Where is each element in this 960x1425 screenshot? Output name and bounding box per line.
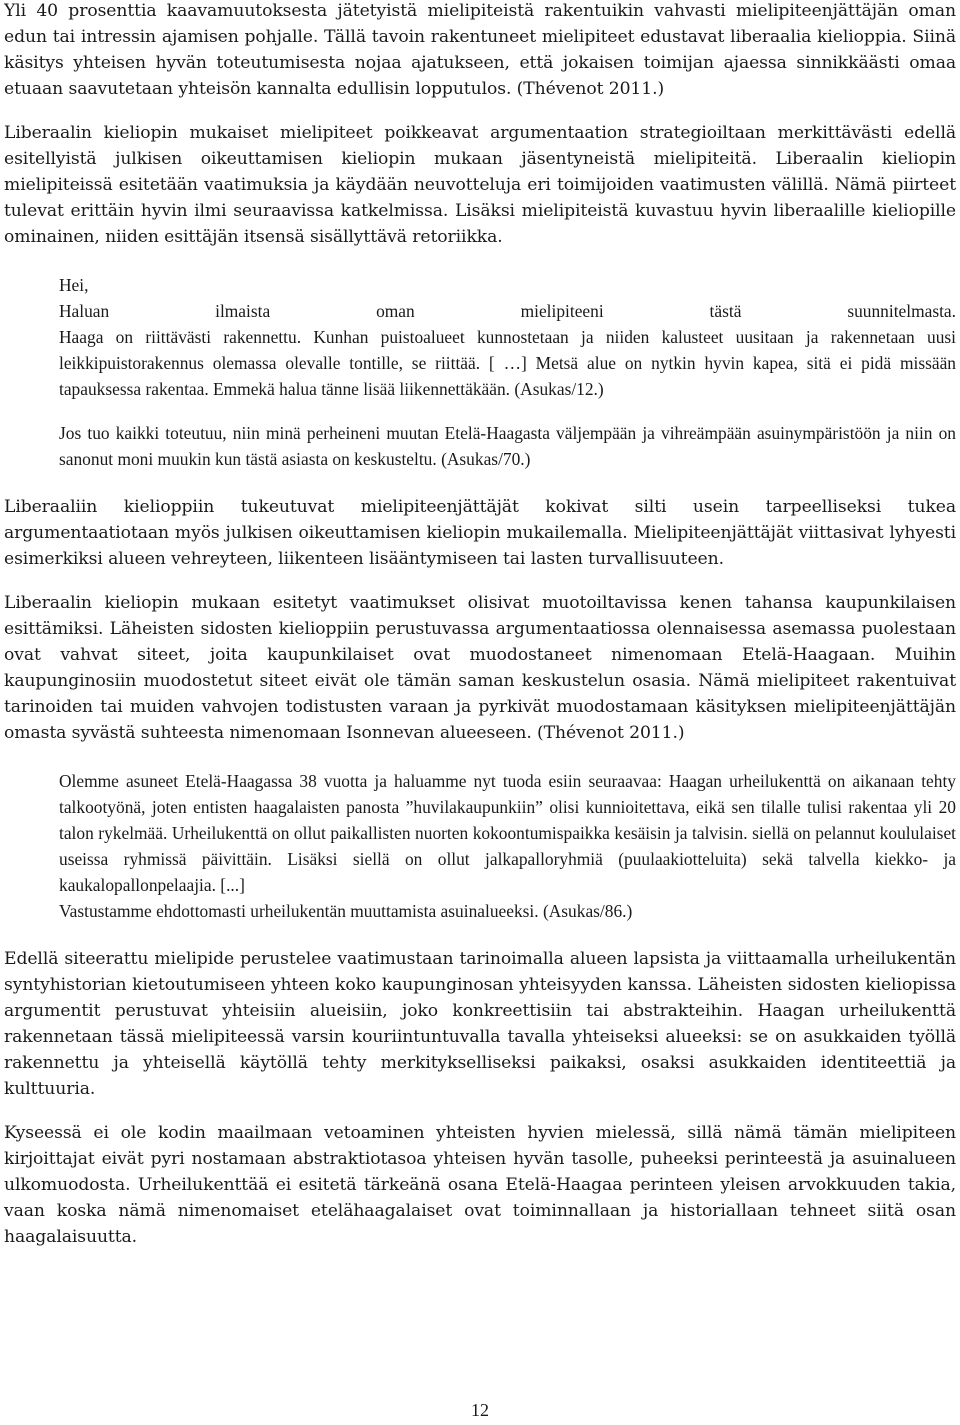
quote-opinion-line: Haluan ilmaista oman mielipiteeni tästä suunnitelmasta. — [59, 301, 956, 321]
paragraph-close-ties-grammar: Liberaalin kieliopin mukaan esitetyt vaatimukset olisivat muotoiltavissa kenen tahansa kaupunkilaisen esittämiksi. Läheisten sidosten kielioppiin perustuvassa argumentaatiossa olennaisessa asemassa puolestaan ovat vahvat siteet, joita kaupunkilaiset ovat muodostaneet nimenomaan Etelä-Haagaan. Muihin kaupunginosiin muodostetut siteet eivät ole tämän saman keskustelun osasia. Nämä mielipiteet rakentuivat tarinoiden tai muiden vahvojen todistusten varaan ja pyrkivät muodostamaan käsityksen mielipiteenjättäjän omasta syvästä suhteesta nimenomaan Isonnevan alueeseen. (Thévenot 2011.) — [4, 593, 956, 743]
paragraph-liberal-grammar-intro: Yli 40 prosenttia kaavamuutoksesta jätetyistä mielipiteistä rakentuikin vahvasti mielipiteenjättäjän oman edun tai intressin ajamisen pohjalle. Tällä tavoin rakentuneet mielipiteet edustavat liberaalia kielioppia. Siinä käsitys yhteisen hyvän toteutumisesta nojaa ajatukseen, että jokaisen toimijan ajaessa sinnikkäästi omaa etuaan saavutetaan yhteisön kannalta edullisin lopputulos. (Thévenot 2011.) — [4, 1, 956, 99]
quote-asukas-86 — [59, 768, 956, 924]
page-number: 12 — [471, 1400, 489, 1420]
page-content — [4, 0, 956, 1250]
quote-body: Jos tuo kaikki toteutuu, niin minä perheineni muutan Etelä-Haagasta väljempään ja vihreämpään asuinympäristöön ja niin on sanonut moni muukin kun tästä asiasta on keskusteltu. (Asukas/70.) — [59, 423, 956, 469]
quote-greeting: Hei, — [59, 275, 89, 295]
quote-asukas-12 — [59, 272, 956, 402]
quote-asukas-70 — [59, 420, 956, 472]
quote-body: Olemme asuneet Etelä-Haagassa 38 vuotta ja haluamme nyt tuoda esiin seuraavaa: Haagan urheilukenttä on aikanaan tehty talkootyönä, joten entisten haagalaisten panosta ”huvilakaupunkiin” olisi kunnioitettava, eikä sen tilalle tulisi rakentaa yli 20 talon rykelmää. Urheilukenttä on ollut paikallisten nuorten kokoontumispaikka kesäisin ja talvisin. siellä on pelannut koululaiset useissa ryhmissä päivittäin. Lisäksi siellä on ollut jalkapalloryhmiä (puulaakiotteluita) sekä talvella kiekko- ja kaukalopallonpelaajia. [...] — [59, 771, 956, 895]
paragraph-liberal-argumentation: Liberaalin kieliopin mukaiset mielipiteet poikkeavat argumentaation strategioiltaan merkittävästi edellä esitellyistä julkisen oikeuttamisen kieliopin mukaan jäsentyneistä mielipiteitä. Liberaalin kieliopin mielipiteissä esitetään vaatimuksia ja käydään neuvotteluja eri toimijoiden vaatimusten välillä. Nämä piirteet tulevat erittäin hyvin ilmi seuraavissa katkelmissa. Lisäksi mielipiteistä kuvastuu hyvin liberaalille kieliopille ominainen, niiden esittäjän itsensä sisällyttävä retoriikka. — [4, 123, 956, 247]
quote-body: Haaga on riittävästi rakennettu. Kunhan puistoalueet kunnostetaan ja niiden kalusteet uusitaan ja rakennetaan uusi leikkipuistorakennus olemassa olevalle tontille, se riittää. [ …] Metsä alue on nytkin hyvin kapea, sitä ei pidä missään tapauksessa rakentaa. Emmekä halua tänne lisää liikennettäkään. (Asukas/12.) — [59, 327, 956, 399]
paragraph-quoted-opinion-analysis: Edellä siteerattu mielipide perustelee vaatimustaan tarinoimalla alueen lapsista ja viittaamalla urheilukentän syntyhistorian kietoutumiseen yhteen koko kaupunginosan yhteisyyden kanssa. Läheisten sidosten kieliopissa argumentit perustuvat yhteisiin alueisiin, joko konkreettisiin tai abstrakteihin. Haagan urheilukenttä rakennetaan tässä mielipiteessä varsin kouriintuntuvalla tavalla yhteiseksi alueeksi: se on asukkaiden työllä rakennettu ja yhteisellä käytöllä tehty merkitykselliseksi paikaksi, osaksi asukkaiden identiteettiä ja kulttuuria. — [4, 949, 956, 1099]
quote-closing-line: Vastustamme ehdottomasti urheilukentän muuttamista asuinalueeksi. (Asukas/86.) — [59, 901, 633, 921]
paragraph-liberal-support: Liberaaliin kielioppiin tukeutuvat mielipiteenjättäjät kokivat silti usein tarpeelliseksi tukea argumentaatiotaan myös julkisen oikeuttamisen kieliopin mukailemalla. Mielipiteenjättäjät viittasivat lyhyesti esimerkiksi alueen vehreyteen, liikenteen lisääntymiseen tai lasten turvallisuuteen. — [4, 497, 956, 569]
paragraph-home-world: Kyseessä ei ole kodin maailmaan vetoaminen yhteisten hyvien mielessä, sillä nämä tämän mielipiteen kirjoittajat eivät pyri nostamaan abstraktiotasoa yhteisen hyvän tasolle, puheeksi perinteestä ja asuinalueen ulkomuodosta. Urheilukenttää ei esitetä tärkeänä osana Etelä-Haagaa perinteen yleisen arvokkuuden takia, vaan koska nämä nimenomaiset etelähaagalaiset ovat toiminnallaan ja historiallaan tehneet siitä osan haagalaisuutta. — [4, 1123, 956, 1247]
